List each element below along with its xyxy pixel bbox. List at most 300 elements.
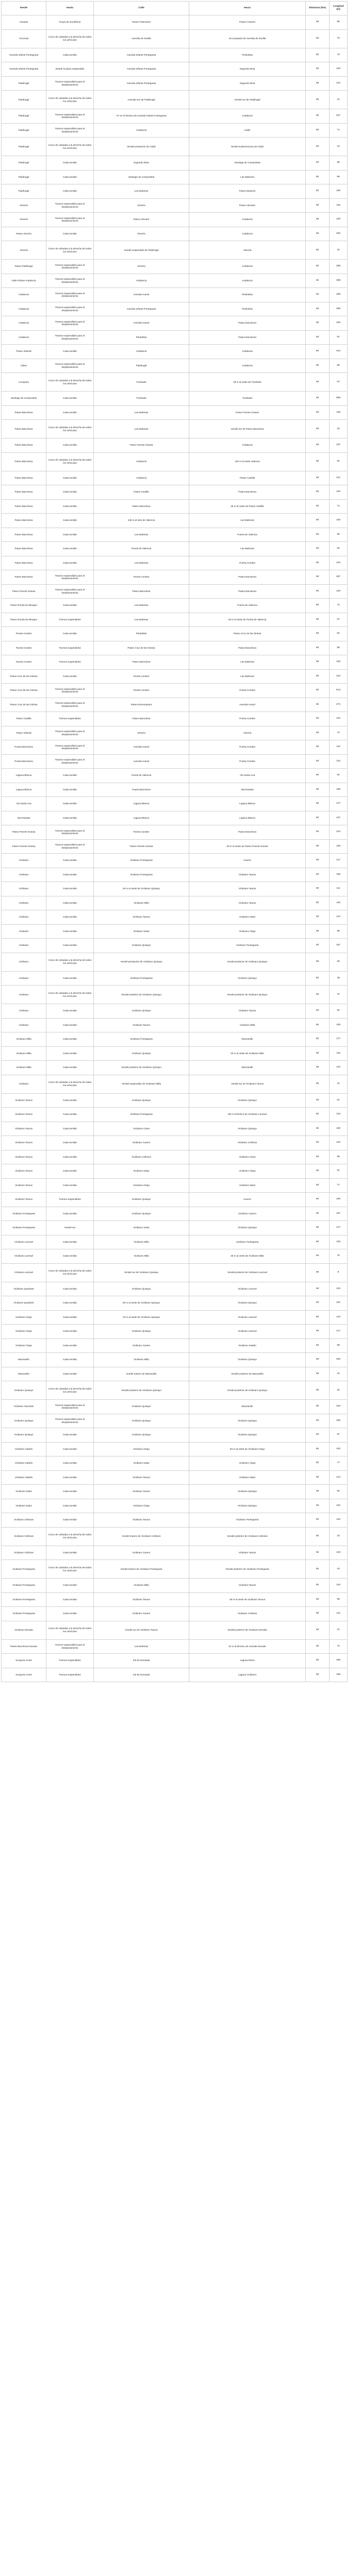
cell-hasta: Cada sentido — [46, 542, 94, 556]
table-row — [2, 1621, 348, 1639]
cell-calle: Avenida Infante Pontegueta — [94, 302, 189, 316]
cell-distancia: 50 — [306, 170, 330, 184]
cell-longitud: 95 — [330, 1150, 348, 1164]
cell-calle: Avenida Aranel — [94, 316, 189, 331]
cell-hacia: Vía Santa Ana — [189, 769, 306, 783]
cell-distancia: 50 — [306, 1061, 330, 1075]
table-row — [2, 1546, 348, 1560]
cell-distancia: 50 — [306, 373, 330, 392]
cell-hasta: Cada sentido — [46, 971, 94, 986]
cell-desde: Vicálvaro Quisayo — [2, 1381, 46, 1400]
table-row — [2, 797, 348, 811]
cell-hasta: Cada sentido — [46, 227, 94, 241]
cell-distancia: 50 — [306, 485, 330, 500]
cell-calle: Avenida de Sevilla — [94, 29, 189, 48]
cell-longitud: 90 — [330, 528, 348, 542]
cell-calle: Puerta de Valencia — [94, 542, 189, 556]
cell-longitud: 113 — [330, 910, 348, 925]
cell-desde: Isla Rosada — [2, 811, 46, 825]
cell-longitud: 137 — [330, 811, 348, 825]
cell-hacia: Vicálvaro Quisayo — [189, 1353, 306, 1367]
cell-longitud: 118 — [330, 1513, 348, 1528]
cell-hasta: Cada sentido — [46, 910, 94, 925]
cell-calle: Laguna Blanca — [94, 797, 189, 811]
cell-distancia: 50 — [306, 109, 330, 124]
cell-desde: Paseo Infantal — [2, 345, 46, 359]
cell-calle: Vicálvaro Quisayo — [94, 1193, 189, 1207]
cell-hasta: Cada sentido — [46, 854, 94, 868]
cell-distancia: 50 — [306, 1485, 330, 1499]
cell-desde: Vicálvaro Taurus — [2, 1136, 46, 1150]
cell-hacia: 26 m al oeste de Turahado — [189, 373, 306, 392]
cell-desde: Vicálvaro — [2, 1018, 46, 1032]
cell-hasta: Cruce de calzadas a la derecha de todos los vehículos — [46, 452, 94, 471]
cell-desde: Palafrugal — [2, 76, 46, 91]
cell-hasta: Cada sentido — [46, 528, 94, 542]
table-row — [2, 1108, 348, 1122]
cell-distancia: 50 — [306, 392, 330, 406]
cell-distancia: 50 — [306, 1353, 330, 1367]
cell-longitud: 100 — [330, 213, 348, 227]
cell-distancia: 50 — [306, 1592, 330, 1607]
cell-longitud: 58 — [330, 15, 348, 30]
cell-calle: Vendel suspendido de Palafrugal — [94, 241, 189, 260]
cell-calle: Puerta Condes — [94, 825, 189, 840]
cell-hasta: Cada sentido — [46, 1367, 94, 1381]
cell-hacia: Paseo Barcelona — [189, 641, 306, 655]
cell-distancia: 50 — [306, 62, 330, 77]
table-row — [2, 373, 348, 392]
cell-hasta: Cada sentido — [46, 1353, 94, 1367]
table-row — [2, 882, 348, 896]
cell-longitud: 92 — [330, 452, 348, 471]
cell-longitud: 112 — [330, 1607, 348, 1621]
cell-longitud: 93 — [330, 1485, 348, 1499]
table-header — [2, 2, 348, 15]
table-row — [2, 570, 348, 585]
cell-distancia: 50 — [306, 198, 330, 213]
cell-longitud: 25 — [330, 953, 348, 971]
cell-hacia: Vicálvaro Taurus — [189, 1004, 306, 1019]
table-row — [2, 542, 348, 556]
table-row — [2, 1456, 348, 1471]
cell-desde: Vicálvaro Pontegueta — [2, 1592, 46, 1607]
cell-hasta: Cruce de calzadas a la derecha de todos los vehículos — [46, 241, 94, 260]
cell-hacia: Puerta de Valencia — [189, 599, 306, 613]
cell-desde: Vicálvaro Clego — [2, 1325, 46, 1339]
cell-hasta: Tramos suspendidos para el desplazamiento — [46, 825, 94, 840]
table-row — [2, 971, 348, 986]
cell-hacia: Puerta Condes — [189, 684, 306, 698]
cell-calle: Vicálvaro Quisayo — [94, 1400, 189, 1414]
cell-hacia: Vicálvaro Clego — [189, 1164, 306, 1179]
cell-hacia: Laguna Blanca — [189, 811, 306, 825]
cell-hasta: Cada sentido — [46, 1122, 94, 1136]
cell-distancia: 50 — [306, 1296, 330, 1311]
cell-distancia: 50 — [306, 854, 330, 868]
cell-longitud: 74 — [330, 599, 348, 613]
cell-hacia: Cádiz — [189, 123, 306, 138]
cell-distancia: 50 — [306, 613, 330, 627]
table-row — [2, 1442, 348, 1456]
cell-desde: Vicálvaro Taurus — [2, 1150, 46, 1164]
cell-hasta: Tramos suspendidos para el desplazamiento — [46, 274, 94, 288]
cell-distancia: 50 — [306, 1282, 330, 1296]
cell-desde: Paseo Barcelona — [2, 570, 46, 585]
cell-longitud: 119 — [330, 712, 348, 726]
cell-hasta: Cada sentido — [46, 471, 94, 485]
table-row — [2, 1263, 348, 1282]
cell-distancia: 50 — [306, 1122, 330, 1136]
table-row — [2, 1560, 348, 1579]
cell-hasta: Cada sentido — [46, 1018, 94, 1032]
cell-calle: Vicálvaro Milla — [94, 896, 189, 910]
cell-hacia: Vendel sudamericana de Cádiz — [189, 138, 306, 156]
cell-longitud: 272 — [330, 698, 348, 712]
cell-desde: Palafrugal — [2, 138, 46, 156]
cell-longitud: 98 — [330, 924, 348, 939]
table-row — [2, 1193, 348, 1207]
cell-distancia: 50 — [306, 499, 330, 514]
cell-desde: Paseo Cruz de las Glorias — [2, 669, 46, 684]
cell-hasta: Tramos suspendidos — [46, 1654, 94, 1668]
cell-calle: Paseo Barcelona — [94, 712, 189, 726]
cell-calle: Vicálvaro Salaz — [94, 1221, 189, 1235]
table-row — [2, 330, 348, 345]
cell-hacia: Vicálvaro Quisayo — [189, 971, 306, 986]
cell-longitud: 86 — [330, 359, 348, 373]
cell-desde: Paseo Barcelona — [2, 499, 46, 514]
cell-calle: Vicálvaro Pontegueta — [94, 868, 189, 882]
cell-distancia: 50 — [306, 260, 330, 274]
cell-longitud: 210 — [330, 825, 348, 840]
cell-distancia: 50 — [306, 882, 330, 896]
cell-longitud: 112 — [330, 740, 348, 755]
cell-distancia: 50 — [306, 797, 330, 811]
cell-hasta: Cada sentido — [46, 1428, 94, 1443]
cell-calle: Piedrahita — [94, 627, 189, 641]
cell-distancia: 50 — [306, 91, 330, 109]
table-row — [2, 1381, 348, 1400]
cell-hasta: Cada sentido — [46, 627, 94, 641]
cell-longitud: 120 — [330, 485, 348, 500]
cell-desde: Palafrugal — [2, 123, 46, 138]
cell-desde: Palafrugal — [2, 109, 46, 124]
table-row — [2, 499, 348, 514]
cell-distancia: 50 — [306, 156, 330, 171]
cell-calle: Turahado — [94, 373, 189, 392]
table-row — [2, 1093, 348, 1108]
cell-hasta: Tramos suspendidos para el desplazamiento — [46, 1400, 94, 1414]
cell-distancia: 50 — [306, 1668, 330, 1682]
cell-longitud: 160 — [330, 1193, 348, 1207]
cell-distancia: 50 — [306, 556, 330, 570]
cell-calle: Las Malvinas — [94, 420, 189, 438]
cell-longitud: 71 — [330, 499, 348, 514]
cell-desde: Vicálvaro — [2, 1004, 46, 1019]
cell-longitud: 189 — [330, 783, 348, 797]
cell-hacia: Piedrahita — [189, 302, 306, 316]
cell-hasta: Cada sentido — [46, 1207, 94, 1221]
cell-hacia: Vicálvaro Lanzuel — [189, 1325, 306, 1339]
cell-distancia: 50 — [306, 1560, 330, 1579]
table-row — [2, 1178, 348, 1193]
cell-hasta: Cada sentido — [46, 392, 94, 406]
cell-hasta: Cada sentido — [46, 1136, 94, 1150]
cell-hasta: Vendel sur — [46, 1221, 94, 1235]
cell-hasta: Cada sentido — [46, 1579, 94, 1593]
cell-longitud: 260 — [330, 1353, 348, 1367]
cell-desde: Vicálvaro Milla — [2, 1046, 46, 1061]
cell-desde: Palafrugal — [2, 91, 46, 109]
cell-desde: Gibes — [2, 359, 46, 373]
cell-desde: Paseo Almería — [2, 227, 46, 241]
table-row — [2, 1607, 348, 1621]
cell-hacia: Isla Rosada — [189, 783, 306, 797]
cell-hacia: Vicálvaro Quisayo — [189, 1093, 306, 1108]
cell-distancia: 50 — [306, 1513, 330, 1528]
cell-calle: Las Malvinas — [94, 556, 189, 570]
cell-desde: Vicálvaro Sataño — [2, 1442, 46, 1456]
cell-hasta: Tramos suspendidos — [46, 655, 94, 670]
cell-desde: Vicálvaro Pontegueta — [2, 1579, 46, 1593]
table-row — [2, 123, 348, 138]
cell-desde: Paseo Palafrugal — [2, 260, 46, 274]
cell-calle: Almería — [94, 726, 189, 740]
cell-hasta: Cada sentido — [46, 1485, 94, 1499]
cell-hacia: Vicálvaro Taurus — [189, 896, 306, 910]
cell-desde: Manzanillo — [2, 1353, 46, 1367]
cell-longitud: 99 — [330, 1592, 348, 1607]
cell-desde: Vía Santa Ana — [2, 797, 46, 811]
cell-distancia: 50 — [306, 184, 330, 199]
table-row — [2, 896, 348, 910]
cell-distancia: 50 — [306, 1221, 330, 1235]
cell-distancia: 50 — [306, 1093, 330, 1108]
table-row — [2, 1639, 348, 1654]
cell-longitud: 23 — [330, 1367, 348, 1381]
header-distancia: Distancia (km) — [306, 2, 330, 15]
cell-hacia: Andalucía — [189, 359, 306, 373]
cell-distancia: 50 — [306, 1579, 330, 1593]
cell-hasta: Cada sentido — [46, 924, 94, 939]
cell-hasta: Cada sentido — [46, 1004, 94, 1019]
cell-desde: Paseo Barcelona Nevado — [2, 1639, 46, 1654]
cell-longitud: 16 — [330, 138, 348, 156]
street-segments-table — [1, 1, 348, 1682]
cell-distancia: 50 — [306, 627, 330, 641]
cell-hasta: Cruce de calzadas a la derecha de todos los vehículos — [46, 138, 94, 156]
cell-hasta: Tramos suspendidos para el desplazamiento — [46, 330, 94, 345]
cell-desde: Calle Infante Andalucía — [2, 274, 46, 288]
table-row — [2, 274, 348, 288]
cell-hasta: Tramos suspendidos para el desplazamiento — [46, 726, 94, 740]
cell-calle: Puerta de Valencia — [94, 769, 189, 783]
cell-longitud: 134 — [330, 1108, 348, 1122]
table-row — [2, 1221, 348, 1235]
cell-desde: Andalucía — [2, 288, 46, 302]
cell-calle: Vicálvaro Cavero — [94, 1546, 189, 1560]
cell-hasta: Cada sentido — [46, 170, 94, 184]
cell-hacia: Vicálvaro Cavero — [189, 1207, 306, 1221]
table-row — [2, 599, 348, 613]
cell-distancia: 50 — [306, 138, 330, 156]
cell-calle: Avenida Sur de Palafrugal — [94, 91, 189, 109]
cell-distancia: 50 — [306, 345, 330, 359]
cell-distancia: 50 — [306, 330, 330, 345]
cell-desde: Vicálvaro Quadrant — [2, 1296, 46, 1311]
cell-desde: Paseo Infantal — [2, 726, 46, 740]
cell-hasta: Tramos suspendidos para el desplazamiento — [46, 1414, 94, 1428]
cell-calle: Paseo Puente Grassa — [94, 438, 189, 453]
cell-calle: Las Malvinas — [94, 599, 189, 613]
cell-hacia: Santiago de Compostela — [189, 156, 306, 171]
cell-hacia: Andalucía — [189, 345, 306, 359]
cell-distancia: 50 — [306, 1381, 330, 1400]
cell-desde: Avenida Infante Pontegueta — [2, 48, 46, 62]
cell-hasta: Cada sentido — [46, 438, 94, 453]
cell-hasta: Cada sentido — [46, 1061, 94, 1075]
cell-distancia: 50 — [306, 1108, 330, 1122]
cell-calle: Vendel trasero de Vicálvaro Cellosos — [94, 1527, 189, 1546]
cell-distancia: 50 — [306, 924, 330, 939]
cell-distancia: 50 — [306, 1527, 330, 1546]
cell-hasta: Cruce de calzadas a la derecha de todos los vehículos — [46, 1527, 94, 1546]
table-row — [2, 471, 348, 485]
cell-desde: Vicálvaro Clego — [2, 1310, 46, 1325]
cell-desde: Vicálvaro — [2, 939, 46, 953]
cell-longitud: 122 — [330, 754, 348, 769]
table-row — [2, 288, 348, 302]
cell-desde: Paseo Puente Grassa — [2, 839, 46, 854]
cell-distancia: 50 — [306, 471, 330, 485]
cell-longitud: 108 — [330, 839, 348, 854]
cell-longitud: 114 — [330, 471, 348, 485]
cell-calle: Paseo Almodor — [94, 213, 189, 227]
table-row — [2, 1122, 348, 1136]
cell-desde: Avenida Infante Pontegueta — [2, 62, 46, 77]
cell-hasta: Tramos suspendidos para el desplazamiento — [46, 1639, 94, 1654]
cell-distancia: 50 — [306, 302, 330, 316]
cell-desde: Laguna Blanca — [2, 769, 46, 783]
cell-desde: Andalucía — [2, 316, 46, 331]
cell-hasta: Cada sentido — [46, 1470, 94, 1485]
cell-desde: Paseo Barcelona — [2, 528, 46, 542]
cell-hasta: Cada sentido — [46, 556, 94, 570]
cell-hasta: Cada sentido — [46, 882, 94, 896]
cell-hacia: Paseo Barcelona — [189, 330, 306, 345]
cell-hasta: Tramos suspendidos para el desplazamiento — [46, 288, 94, 302]
cell-calle: Vicálvaro Pontegueta — [94, 1108, 189, 1122]
cell-distancia: 50 — [306, 1428, 330, 1443]
cell-longitud: 410 — [330, 345, 348, 359]
cell-distancia: 50 — [306, 896, 330, 910]
cell-hasta: Tramos suspendidos para el desplazamiento — [46, 359, 94, 373]
cell-hasta: Cada sentido — [46, 669, 94, 684]
cell-hacia: Laguna Elvira — [189, 1654, 306, 1668]
cell-longitud: 74 — [330, 726, 348, 740]
table-row — [2, 76, 348, 91]
cell-hasta: Cada sentido — [46, 1178, 94, 1193]
table-row — [2, 1032, 348, 1047]
cell-hasta: Cruce de calzadas a la derecha de todos los vehículos — [46, 1263, 94, 1282]
cell-longitud: 207 — [330, 109, 348, 124]
table-row — [2, 1367, 348, 1381]
cell-distancia: 50 — [306, 1414, 330, 1428]
cell-desde: Andalucía — [2, 330, 46, 345]
cell-desde: Palafrugal — [2, 184, 46, 199]
cell-desde: Vicálvaro Taurus — [2, 1178, 46, 1193]
table-row — [2, 138, 348, 156]
cell-calle: AT en el término de Avenida Infante Pontegueta — [94, 109, 189, 124]
cell-longitud: 74 — [330, 1639, 348, 1654]
cell-hasta: Tramos suspendidos para el desplazamiento — [46, 839, 94, 854]
cell-hacia: Vendel posterior de Vicálvaro Quisayo — [189, 986, 306, 1004]
cell-desde: Lucayana — [2, 373, 46, 392]
cell-longitud: 91 — [330, 769, 348, 783]
cell-calle: Puerta Condes — [94, 669, 189, 684]
cell-longitud: 77 — [330, 1456, 348, 1471]
cell-longitud: 118 — [330, 198, 348, 213]
cell-desde: Vicálvaro — [2, 924, 46, 939]
cell-hacia: Puerta Condes — [189, 740, 306, 755]
cell-hasta: Tramos suspendidos para el desplazamiento — [46, 302, 94, 316]
cell-calle: Andalucía — [94, 471, 189, 485]
cell-hacia: 22 m al término de Avenida Nevado — [189, 1639, 306, 1654]
cell-distancia: 50 — [306, 839, 330, 854]
cell-longitud: 303 — [330, 227, 348, 241]
table-row — [2, 910, 348, 925]
cell-calle: Vendel sur de Vicálvaro Taurus — [94, 1621, 189, 1639]
cell-calle: Vicálvaro Taurus — [94, 1513, 189, 1528]
cell-distancia: 50 — [306, 669, 330, 684]
cell-distancia: 50 — [306, 1136, 330, 1150]
cell-hacia: Vicálvaro Quisayo — [189, 1296, 306, 1311]
cell-hasta: Cada sentido — [46, 783, 94, 797]
cell-desde: Vicálvaro — [2, 882, 46, 896]
cell-hasta: Cada sentido — [46, 1296, 94, 1311]
cell-calle: Vicálvaro Pontegueta — [94, 971, 189, 986]
cell-calle: Vicálvaro Taurus — [94, 1470, 189, 1485]
cell-distancia: 50 — [306, 1235, 330, 1249]
cell-calle: Vicálvaro Pontegueta — [94, 1032, 189, 1047]
cell-desde: Vicálvaro Taurus — [2, 1122, 46, 1136]
cell-desde: Anconda — [2, 29, 46, 48]
cell-hacia: Paseo Barcelona — [189, 570, 306, 585]
table-row — [2, 1654, 348, 1668]
cell-desde: Vicálvaro Taurus — [2, 1164, 46, 1179]
cell-distancia: 50 — [306, 825, 330, 840]
cell-hacia: Vendel sur de Paseo Barcelona — [189, 420, 306, 438]
cell-hasta: Cada sentido — [46, 1310, 94, 1325]
table-row — [2, 241, 348, 260]
cell-desde: Vicálvaro Cellosos — [2, 1513, 46, 1528]
table-row — [2, 1414, 348, 1428]
cell-calle: Avenida Aranel — [94, 740, 189, 755]
cell-desde: Paseo Barcelona — [2, 514, 46, 528]
cell-hasta: Tramos suspendidos — [46, 1668, 94, 1682]
cell-hacia: Manzanillo — [189, 1061, 306, 1075]
cell-distancia: 50 — [306, 726, 330, 740]
cell-calle: Paseo Castilla — [94, 485, 189, 500]
cell-hasta: Cada sentido — [46, 1046, 94, 1061]
cell-desde: Palafrugal — [2, 170, 46, 184]
cell-calle: Vicálvaro Taurus — [94, 910, 189, 925]
cell-hacia: Manzanillo — [189, 1400, 306, 1414]
cell-hacia: Vicálvaro Pontegueta — [189, 939, 306, 953]
cell-hacia: Vendel sur de Palafrugal — [189, 91, 306, 109]
cell-calle: Avenida Aranel — [94, 754, 189, 769]
